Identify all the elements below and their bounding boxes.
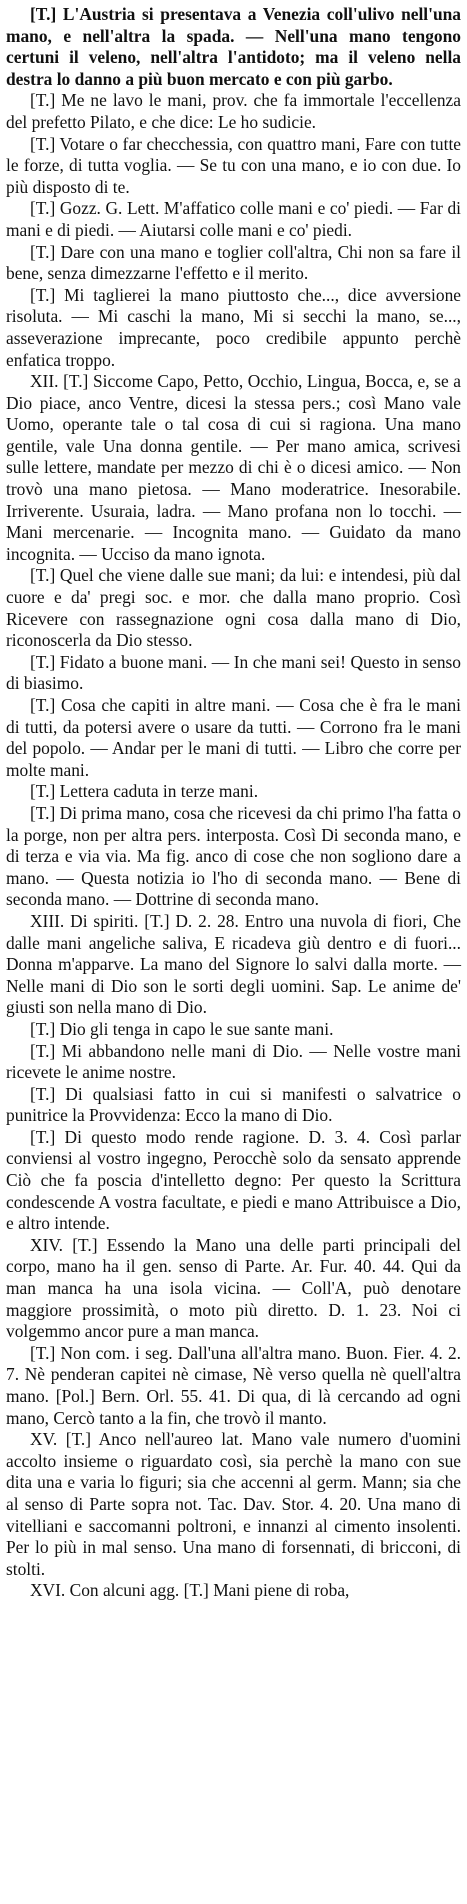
paragraph-text: [T.] Cosa che capiti in altre mani. — Cosa che è fra le mani di tutti, da potersi avere o usare da tutti. — Corrono fra le mani del popolo. — Andar per le mani di tutti. — Libro che corre per molte mani. bbox=[6, 695, 461, 780]
entry-paragraph bbox=[6, 695, 461, 781]
paragraph-text: [T.] Di questo modo rende ragione. D. 3. 4. Così parlar conviensi al vostro ingegno, Perocchè solo da sensato apprende Ciò che fa poscia d'intelletto degno: Per questo la Scrittura condescende A vostra facultate, e piedi e mano Attribuisce a Dio, e altro intende. bbox=[6, 1126, 461, 1234]
entry-paragraph bbox=[6, 285, 461, 371]
paragraph-text: [T.] Fidato a buone mani. — In che mani sei! Questo in senso di biasimo. bbox=[6, 651, 461, 694]
paragraph-text: [T.] Gozz. G. Lett. M'affatico colle mani e co' piedi. — Far di mani e di piedi. — Aiutarsi colle mani e co' piedi. bbox=[6, 198, 461, 240]
paragraph-text: [T.] Mi taglierei la mano piuttosto che..., dice avversione risoluta. — Mi caschi la mano, Mi si secchi la mano, se..., asseverazione imprecante, poco credibile appunto perchè enfatica troppo. bbox=[6, 284, 461, 370]
section-xii-paragraph bbox=[6, 371, 461, 565]
paragraph-text: [T.] Lettera caduta in terze mani. bbox=[30, 781, 259, 802]
section-xiv-paragraph bbox=[6, 1235, 461, 1343]
paragraph-text: [T.] Me ne lavo le mani, prov. che fa immortale l'eccellenza del prefetto Pilato, e che dice: Le ho sudicie. bbox=[6, 90, 461, 132]
paragraph-text: [T.] L'Austria si presentava a Venezia coll'ulivo nell'una mano, e nell'altra la spada. — Nell'una mano tengono certuni il veleno, nell'altra l'antidoto; ma il veleno nella destra lo danno a più buon mercato e con più garbo. bbox=[6, 4, 461, 89]
paragraph-text: [T.] Di qualsiasi fatto in cui si manifesti o salvatrice o punitrice la Provvidenza: Ecco la mano di Dio. bbox=[6, 1083, 461, 1126]
section-xvi-paragraph bbox=[6, 1580, 461, 1602]
section-xv-paragraph bbox=[6, 1429, 461, 1580]
section-xiii-paragraph bbox=[6, 911, 461, 1019]
entry-paragraph bbox=[6, 134, 461, 199]
paragraph-text: [T.] Di prima mano, cosa che ricevesi da chi primo l'ha fatta o la porge, non per altra pers. interposta. Così Di seconda mano, e di terza e via via. Ma fig. anco di cose che non sogliono dare a mano. — Questa notizia io l'ho di seconda mano. — Bene di seconda mano. — Dottrine di seconda mano. bbox=[6, 802, 461, 910]
paragraph-text: [T.] Mi abbandono nelle mani di Dio. — Nelle vostre mani ricevete le anime nostre. bbox=[6, 1040, 461, 1083]
entry-paragraph bbox=[6, 1041, 461, 1084]
entry-paragraph bbox=[6, 1019, 461, 1041]
paragraph-text: [T.] Non com. i seg. Dall'una all'altra mano. Buon. Fier. 4. 2. 7. Nè penderan capitei nè cimase, Nè verso quella nè quell'altra mano. [Pol.] Bern. Orl. 55. 41. Di qua, di là cercando ad ogni mano, Cercò tanto a la fin, che trovò il manto. bbox=[6, 1342, 461, 1428]
entry-paragraph bbox=[6, 803, 461, 911]
entry-paragraph bbox=[6, 242, 461, 285]
entry-paragraph bbox=[6, 90, 461, 133]
entry-paragraph bbox=[6, 4, 461, 90]
paragraph-text: XIII. Di spiriti. [T.] D. 2. 28. Entro una nuvola di fiori, Che dalle mani angeliche saliva, E ricadeva giù dentro e di fuori... Donna m'apparve. La mano del Signore lo salvi dalla morte. — Nelle mani di Dio son le sorti degli uomini. Sap. Le anime de' giusti son nella mano di Dio. bbox=[6, 910, 461, 1018]
entry-paragraph bbox=[6, 1127, 461, 1235]
paragraph-text: [T.] Dio gli tenga in capo le sue sante mani. bbox=[30, 1018, 334, 1039]
entry-paragraph bbox=[6, 652, 461, 695]
entry-paragraph bbox=[6, 1343, 461, 1429]
paragraph-text: XII. [T.] Siccome Capo, Petto, Occhio, Lingua, Bocca, e, se a Dio piace, anco Ventre, dicesi la stessa pers.; così Mano vale Uomo, operante tale o tal cosa di cui si ragiona. Una mano gentile, vale Una donna gentile. — Per mano amica, scrivesi sulle lettere, mandate per mezzo di chi è o dicesi amico. — Non trovò una mano pietosa. — Mano moderatrice. Inesorabile. Irriverente. Usuraia, ladra. — Mano profana non lo tocchi. — Mani mercenarie. — Incognita mano. — Guidato da mano incognita. — Ucciso da mano ignota. bbox=[6, 371, 461, 564]
entry-paragraph bbox=[6, 781, 461, 803]
paragraph-text: [T.] Votare o far checchessia, con quattro mani, Fare con tutte le forze, di tutta voglia. — Se tu con una mano, e io con due. Io più disposto di te. bbox=[6, 133, 461, 197]
entry-paragraph bbox=[6, 198, 461, 241]
entry-paragraph bbox=[6, 565, 461, 651]
entry-paragraph bbox=[6, 1084, 461, 1127]
paragraph-text: XVI. Con alcuni agg. [T.] Mani piene di roba, bbox=[30, 1580, 350, 1601]
paragraph-text: [T.] Quel che viene dalle sue mani; da lui: e intendesi, più dal cuore e da' pregi soc. e mor. che dalla mano proprio. Così Ricevere con rassegnazione ogni cosa dalla mano di Dio, riconoscerla da Dio stesso. bbox=[6, 565, 461, 651]
paragraph-text: XIV. [T.] Essendo la Mano una delle parti principali del corpo, mano ha il gen. senso di Parte. Ar. Fur. 40. 44. Qui da man manca ha una isola vicina. — Coll'A, può denotare maggiore prossimità, o moto più diretto. D. 1. 23. Noi ci volgemmo ancor pure a man manca. bbox=[6, 1234, 461, 1342]
paragraph-text: [T.] Dare con una mano e toglier coll'altra, Chi non sa fare il bene, senza dimezzarne l'effetto e il merito. bbox=[6, 241, 461, 284]
paragraph-text: XV. [T.] Anco nell'aureo lat. Mano vale numero d'uomini accolto insieme o riguardato così, sia perchè la mano con sue dita una e varia lo figuri; sia che accenni al germ. Mann; sia che al senso di Parte sopra not. Tac. Dav. Stor. 4. 20. Una mano di vitelliani e saccomanni poltroni, e innanzi al cimento insolenti. Per lo più in mal senso. Una mano di forsennati, di bricconi, di stolti. bbox=[6, 1429, 461, 1579]
